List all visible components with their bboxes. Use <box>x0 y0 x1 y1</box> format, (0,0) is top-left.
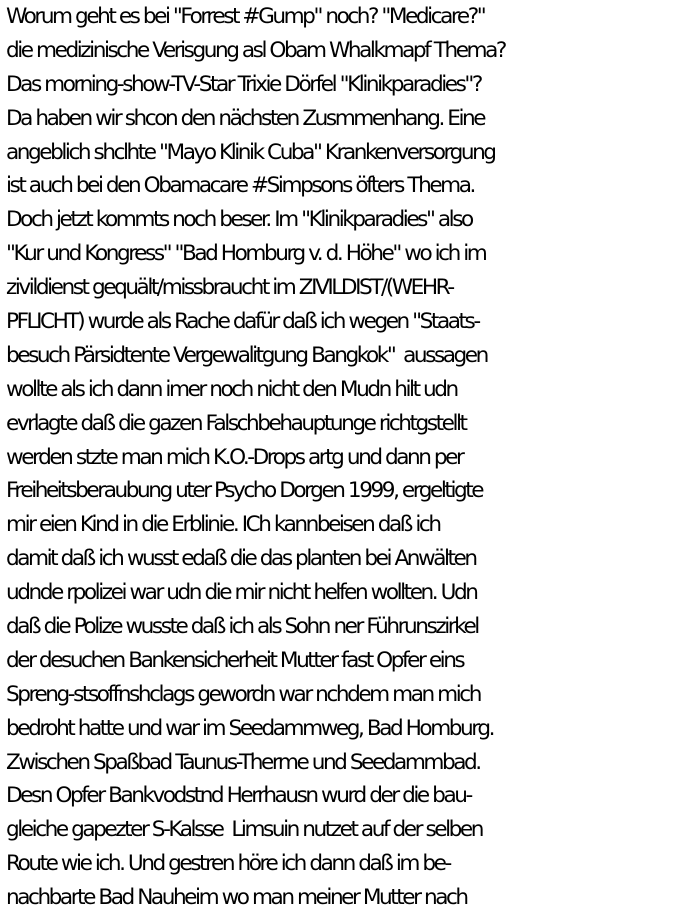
text-line: evrlagte daß die gazen Falschbehauptunge richtgstellt <box>6 410 466 436</box>
text-line: Freiheitsberaubung uter Psycho Dorgen 1999, ergeltigte <box>6 478 483 504</box>
text-line: zivildienst gequält/missbraucht im ZIVILDIST/(WEHR- <box>6 275 453 301</box>
text-line: Das morning-show-TV-Star Trixie Dörfel "Klinikparadies"? <box>6 71 481 97</box>
text-line: daß die Polize wusste daß ich als Sohn ner Führunszirkel <box>6 614 478 640</box>
text-line: Spreng-stsoffnshclags gewordn war nchdem man mich <box>6 681 480 707</box>
text-line: werden stzte man mich K.O.-Drops artg und dann per <box>6 444 463 470</box>
text-line: Route wie ich. Und gestren höre ich dann daß im be- <box>6 851 450 877</box>
text-line: die medizinische Verisgung asl Obam Whalkmapf Thema? <box>6 37 505 63</box>
text-line: nachbarte Bad Nauheim wo man meiner Mutter nach <box>6 885 467 911</box>
text-line: der desuchen Bankensicherheit Mutter fast Opfer eins <box>6 647 464 673</box>
text-line: besuch Pärsidtente Vergewalitgung Bangkok" aussagen <box>6 342 487 368</box>
text-line: wollte als ich dann imer noch nicht den Mudn hilt udn <box>6 376 457 402</box>
text-line: ist auch bei den Obamacare #Simpsons öfters Thema. <box>6 173 474 199</box>
text-line: Doch jetzt kommts noch beser. Im "Klinikparadies" also <box>6 207 472 233</box>
text-line: bedroht hatte und war im Seedammweg, Bad Homburg. <box>6 715 493 741</box>
text-line: Worum geht es bei "Forrest #Gump" noch? "Medicare?" <box>6 4 485 29</box>
text-line: Zwischen Spaßbad Taunus-Therme und Seedammbad. <box>6 749 480 775</box>
text-line: PFLICHT) wurde als Rache dafür daß ich wegen "Staats- <box>6 309 479 335</box>
text-line: angeblich shclhte "Mayo Klinik Cuba" Krankenversorgung <box>6 139 495 165</box>
text-line: Da haben wir shcon den nächsten Zusmmenhang. Eine <box>6 105 485 131</box>
text-line: "Kur und Kongress" "Bad Homburg v. d. Höhe" wo ich im <box>6 241 486 267</box>
text-line: damit daß ich wusst edaß die das planten bei Anwälten <box>6 546 476 572</box>
text-line: gleiche gapezter S-Kalsse Limsuin nutzet auf der selben <box>6 817 482 843</box>
document-text-block <box>6 0 684 915</box>
text-line: Desn Opfer Bankvodstnd Herrhausn wurd der die bau- <box>6 783 471 809</box>
text-line: mir eien Kind in die Erblinie. ICh kannbeisen daß ich <box>6 512 440 538</box>
text-line: udnde rpolizei war udn die mir nicht helfen wollten. Udn <box>6 580 477 606</box>
